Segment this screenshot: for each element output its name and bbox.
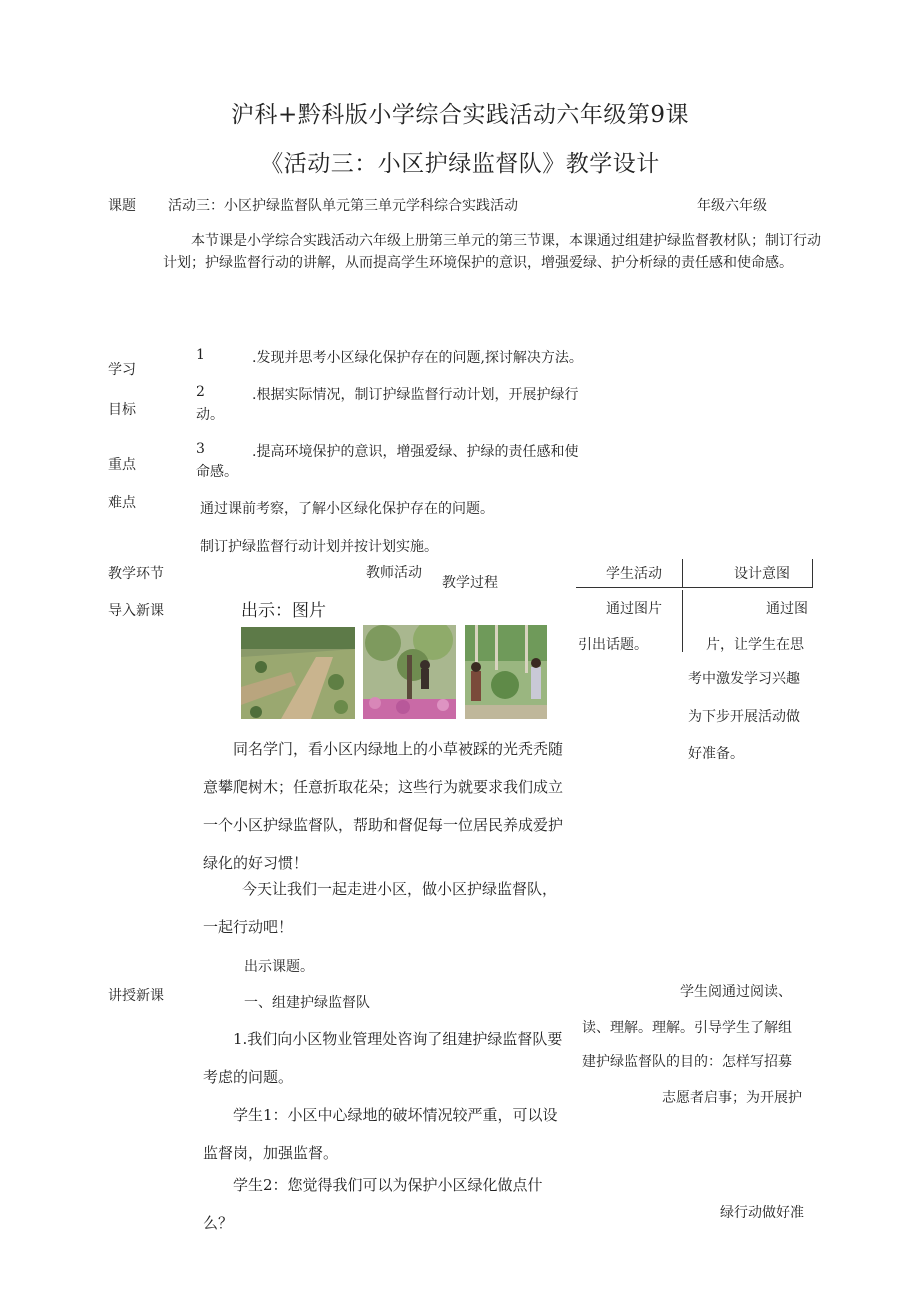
lecture-item-1: 1.我们向小区物业管理处咨询了组建护绿监督队要考虑的问题。 <box>203 1030 563 1086</box>
grade-label: 年级六年级 <box>697 198 767 214</box>
picking-flowers-image <box>465 625 547 719</box>
document-title-line1: 沪科+黔科版小学综合实践活动六年级第9课 <box>231 102 689 128</box>
process-header: 教学过程 <box>442 575 498 591</box>
objectives-label-1: 学习 <box>108 362 136 378</box>
design-intent-header: 设计意图 <box>734 566 790 582</box>
key-label: 重点 <box>108 457 136 473</box>
photo-climbing-tree <box>363 625 456 719</box>
lecture-right-line1: 学生阅通过阅读、 <box>680 984 792 1000</box>
table-header-rule <box>576 587 813 588</box>
objective-text-2: .根据实际情况，制订护绿监督行动计划，开展护绿行 <box>252 387 579 403</box>
key-point-text: 通过课前考察，了解小区绿化保护存在的问题。 <box>200 501 494 517</box>
lecture-right-line4: 志愿者启事；为开展护 <box>662 1090 802 1106</box>
lecture-student-1: 学生1：小区中心绿地的破坏情况较严重，可以设监督岗，加强监督。 <box>203 1106 558 1162</box>
show-topic-text: 出示课题。 <box>244 959 314 975</box>
intro-intent-line4: 为下步开展活动做 <box>688 709 800 725</box>
lecture-student-2: 学生2：您觉得我们可以为保护小区绿化做点什么？ <box>203 1176 543 1232</box>
intro-student-line1: 通过图片 <box>606 601 662 617</box>
column-divider <box>682 590 683 652</box>
intro-stage-label: 导入新课 <box>108 603 164 619</box>
document-title-line2: 《活动三：小区护绿监督队》教学设计 <box>260 151 660 177</box>
lecture-heading: 一、组建护绿监督队 <box>244 995 370 1011</box>
student-activity-header: 学生活动 <box>606 566 662 582</box>
stage-header: 教学环节 <box>108 566 164 582</box>
topic-label: 课题 <box>108 198 136 214</box>
objective-num-2: 2 <box>196 384 205 400</box>
teacher-activity-header: 教师活动 <box>366 565 422 581</box>
lecture-right-line5: 绿行动做好准 <box>720 1205 804 1221</box>
trampled-grass-image <box>241 627 355 719</box>
intro-intent-line3: 考中激发学习兴趣 <box>688 671 800 687</box>
show-images-text: 出示：图片 <box>241 601 326 621</box>
objective-num-3: 3 <box>196 441 205 457</box>
objectives-label-2: 目标 <box>108 402 136 418</box>
intro-student-line2: 引出话题。 <box>578 637 648 653</box>
difficult-label: 难点 <box>108 495 136 511</box>
objective-text-1: .发现并思考小区绿化保护存在的问题,探讨解决方法。 <box>252 350 583 366</box>
objective-num-1: 1 <box>196 347 205 363</box>
photo-picking-flowers <box>465 625 547 719</box>
intro-intent-line2: 片，让学生在思 <box>706 637 804 653</box>
objective-text-3: .提高环境保护的意识，增强爱绿、护绿的责任感和使 <box>252 444 579 460</box>
lecture-stage-label: 讲授新课 <box>108 988 164 1004</box>
topic-value: 活动三：小区护绿监督队单元第三单元学科综合实践活动 <box>168 198 518 214</box>
header-right-edge <box>812 559 813 588</box>
objective-cont-3: 命感。 <box>196 464 238 480</box>
header-divider <box>682 559 683 588</box>
intro-paragraph-2: 今天让我们一起走进小区，做小区护绿监督队，一起行动吧！ <box>203 880 558 936</box>
intro-paragraph-1: 同名学门，看小区内绿地上的小草被踩的光秃秃随意攀爬树木；任意折取花朵；这些行为就要求我们成立一个小区护绿监督队，帮助和督促每一位居民养成爱护绿化的好习惯！ <box>203 740 564 872</box>
climbing-tree-image <box>363 625 456 719</box>
intro-intent-line1: 通过图 <box>766 601 808 617</box>
objective-cont-2: 动。 <box>196 407 224 423</box>
lecture-right-line3: 建护绿监督队的目的：怎样写招募 <box>582 1054 792 1070</box>
difficult-point-text: 制订护绿监督行动计划并按计划实施。 <box>200 539 438 555</box>
lecture-right-line2: 读、理解。理解。引导学生了解组 <box>582 1020 792 1036</box>
intro-intent-line5: 好准备。 <box>688 746 744 762</box>
photo-trampled-grass <box>241 627 355 719</box>
lesson-intro: 本节课是小学综合实践活动六年级上册第三单元的第三节课，本课通过组建护绿监督教材队；制订行动计划；护绿监督行动的讲解，从而提高学生环境保护的意识，增强爱绿、护分析绿的责任感和使命感。 <box>163 233 821 271</box>
